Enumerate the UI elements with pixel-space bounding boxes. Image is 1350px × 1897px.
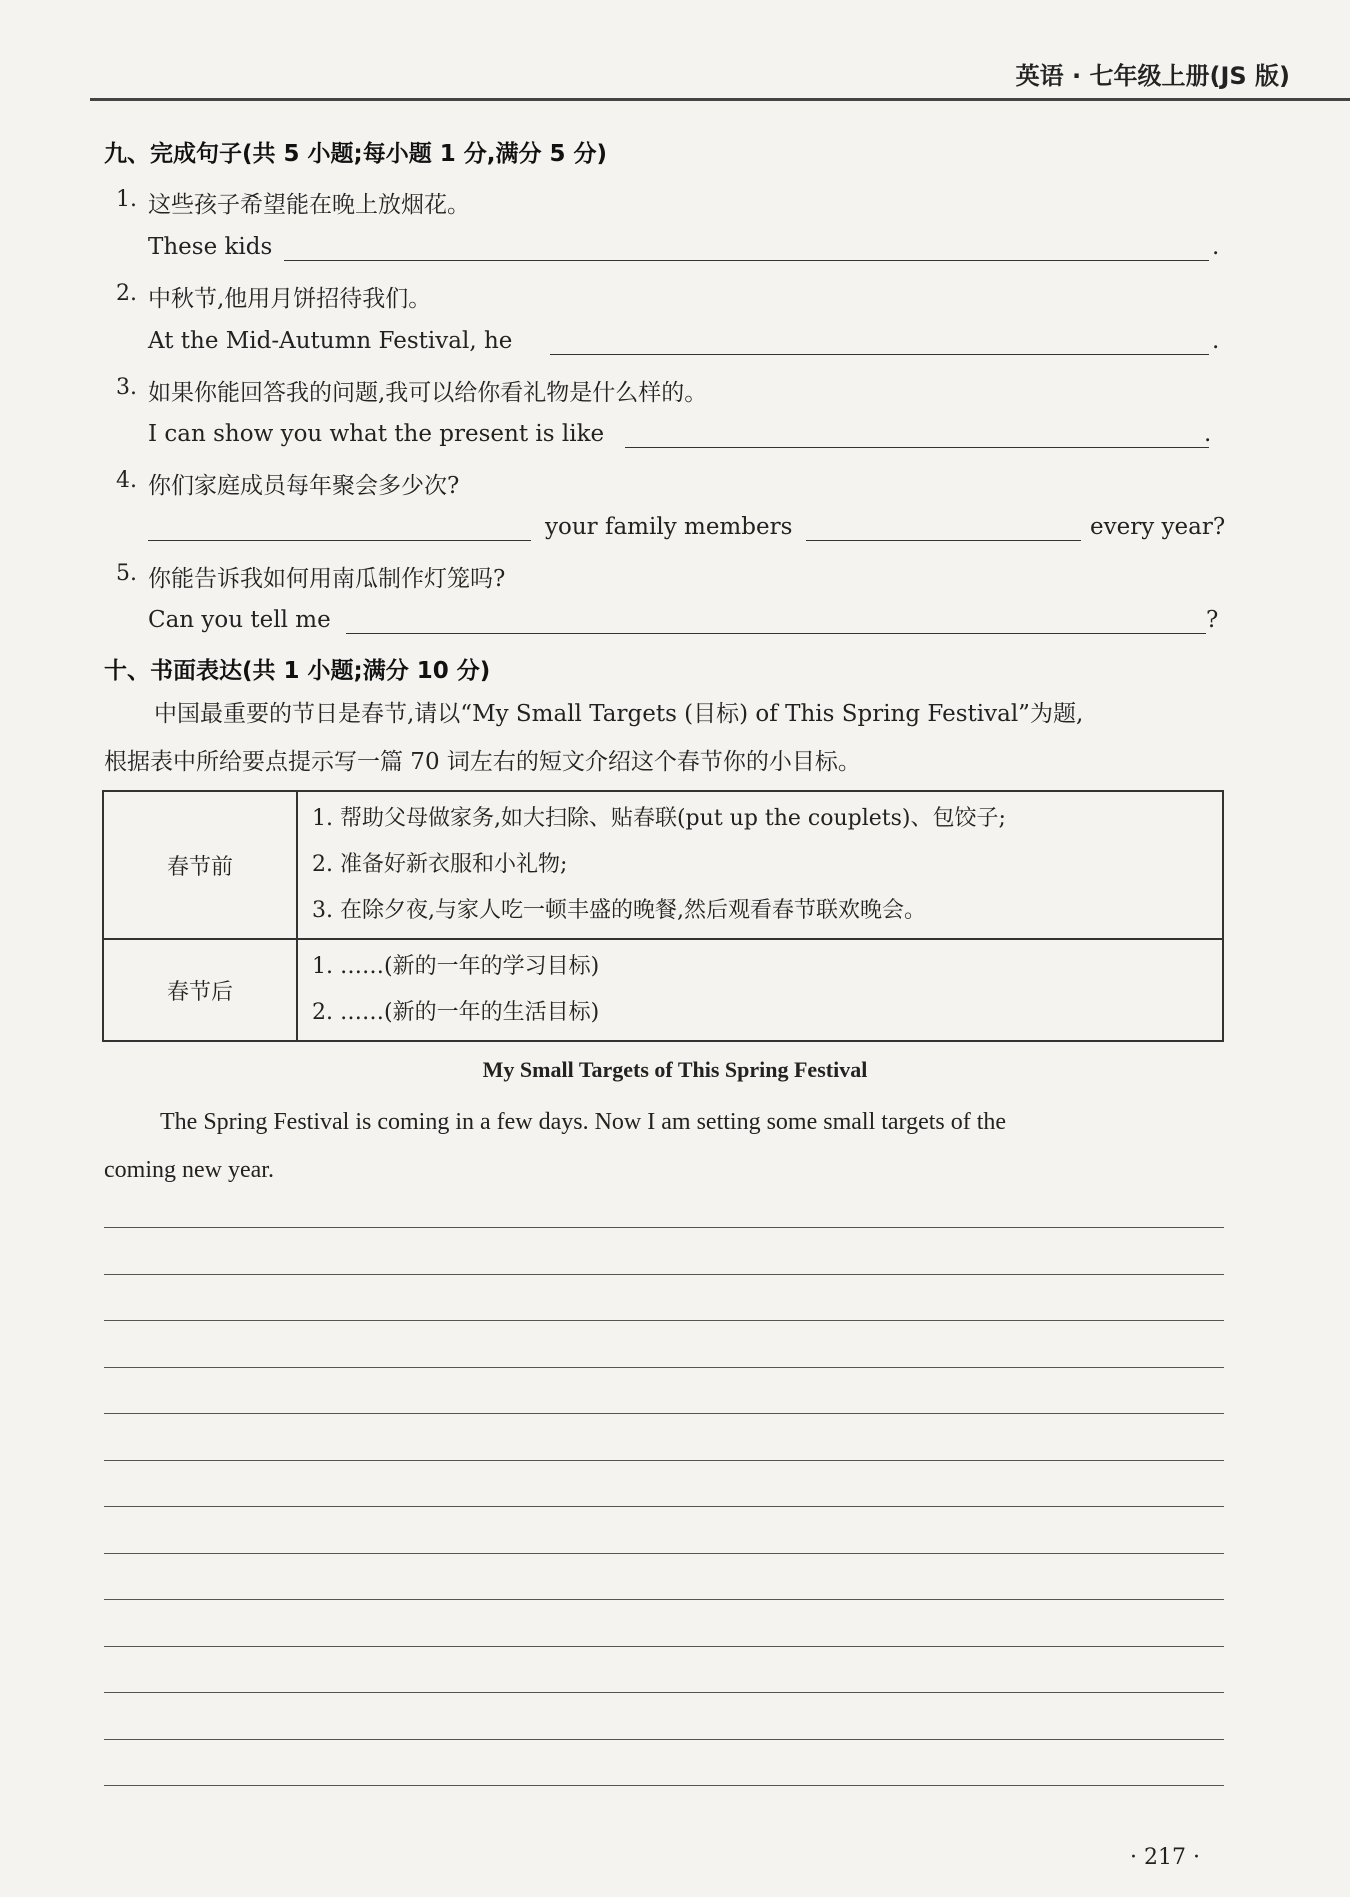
table-row	[103, 791, 1223, 939]
writing-line[interactable]	[104, 1646, 1224, 1647]
q5-english: Can you tell me	[148, 607, 331, 633]
page-number: · 217 ·	[1130, 1845, 1200, 1870]
q4-answer-blank-2[interactable]	[806, 540, 1081, 541]
q3-english: I can show you what the present is like	[148, 421, 605, 447]
outline-table	[102, 790, 1224, 1042]
essay-title: My Small Targets of This Spring Festival	[482, 1057, 868, 1082]
essay-line-2: coming new year.	[104, 1157, 274, 1183]
book-title: 英语 · 七年级上册(JS 版)	[1015, 62, 1290, 90]
list-item: 2. 准备好新衣服和小礼物;	[312, 852, 568, 877]
writing-prompt-line-2: 根据表中所给要点提示写一篇 70 词左右的短文介绍这个春节你的小目标。	[104, 749, 861, 775]
writing-line[interactable]	[104, 1274, 1224, 1275]
q4-middle: your family members	[545, 514, 793, 540]
q3-end: .	[1204, 421, 1212, 447]
q5-answer-blank[interactable]	[346, 633, 1206, 634]
writing-line[interactable]	[104, 1413, 1224, 1414]
list-item: 1. 帮助父母做家务,如大扫除、贴春联(put up the couplets)、包饺子;	[312, 806, 1006, 831]
writing-line[interactable]	[104, 1692, 1224, 1693]
q4-end: every year?	[1090, 514, 1226, 540]
q5-chinese: 你能告诉我如何用南瓜制作灯笼吗?	[148, 566, 506, 592]
q3-chinese: 如果你能回答我的问题,我可以给你看礼物是什么样的。	[148, 380, 708, 406]
q1-end: .	[1212, 234, 1220, 260]
q2-end: .	[1212, 328, 1220, 354]
list-item: 1. ……(新的一年的学习目标)	[312, 954, 600, 979]
writing-line[interactable]	[104, 1367, 1224, 1368]
writing-line[interactable]	[104, 1599, 1224, 1600]
writing-line[interactable]	[104, 1320, 1224, 1321]
q4-number: 4.	[116, 468, 137, 493]
q2-number: 2.	[116, 281, 137, 306]
after-festival-label: 春节后	[103, 939, 297, 1041]
section-9-title: 九、完成句子(共 5 小题;每小题 1 分,满分 5 分)	[104, 141, 608, 167]
q3-number: 3.	[116, 375, 137, 400]
q2-chinese: 中秋节,他用月饼招待我们。	[148, 286, 432, 312]
before-festival-items	[297, 791, 1223, 939]
q1-answer-blank[interactable]	[284, 260, 1209, 261]
list-item: 3. 在除夕夜,与家人吃一顿丰盛的晚餐,然后观看春节联欢晚会。	[312, 898, 926, 923]
q5-number: 5.	[116, 561, 137, 586]
q1-english: These kids	[148, 234, 273, 260]
after-festival-items	[297, 939, 1223, 1041]
writing-line[interactable]	[104, 1227, 1224, 1228]
q1-number: 1.	[116, 187, 137, 212]
writing-line[interactable]	[104, 1506, 1224, 1507]
writing-line[interactable]	[104, 1460, 1224, 1461]
essay-line-1: The Spring Festival is coming in a few days. Now I am setting some small targets of the	[160, 1109, 1007, 1135]
table-row	[103, 939, 1223, 1041]
q4-answer-blank-1[interactable]	[148, 540, 531, 541]
q3-answer-blank[interactable]	[625, 447, 1209, 448]
list-item: 2. ……(新的一年的生活目标)	[312, 1000, 600, 1025]
q1-chinese: 这些孩子希望能在晚上放烟花。	[148, 192, 470, 218]
q4-chinese: 你们家庭成员每年聚会多少次?	[148, 473, 460, 499]
before-festival-label: 春节前	[103, 791, 297, 939]
section-10-title: 十、书面表达(共 1 小题;满分 10 分)	[104, 658, 491, 684]
writing-line[interactable]	[104, 1739, 1224, 1740]
writing-line[interactable]	[104, 1785, 1224, 1786]
q5-end: ?	[1206, 607, 1219, 633]
writing-prompt-line-1: 中国最重要的节日是春节,请以“My Small Targets (目标) of This Spring Festival”为题,	[154, 701, 1084, 727]
q2-english: At the Mid-Autumn Festival, he	[148, 328, 513, 354]
writing-line[interactable]	[104, 1553, 1224, 1554]
q2-answer-blank[interactable]	[550, 354, 1209, 355]
page-header	[90, 52, 1350, 101]
